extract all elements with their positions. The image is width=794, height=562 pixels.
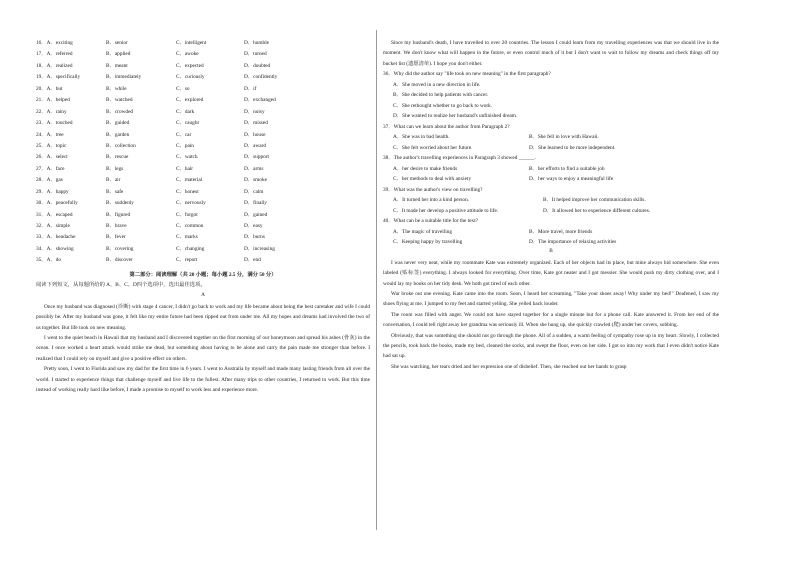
- cloze-option: C．watch: [176, 154, 198, 161]
- cloze-option: D．calm: [244, 188, 264, 195]
- cloze-option: B．fever: [106, 234, 126, 241]
- answer-option: A．her desire to make friends: [393, 165, 458, 172]
- passage-a-label: A: [201, 291, 205, 298]
- cloze-option-row: [36, 38, 370, 49]
- question-stem: 40．What can be a suitable title for the text?: [383, 218, 479, 225]
- answer-option: C．Keeping happy by travelling: [393, 239, 463, 246]
- cloze-option: C．awoke: [176, 51, 199, 58]
- answer-option: D．her ways to enjoy a meaningful life: [529, 176, 614, 183]
- cloze-option: B．meant: [106, 62, 128, 69]
- cloze-option: D．exchanged: [244, 97, 276, 104]
- cloze-option: C．dark: [176, 108, 195, 115]
- passage-paragraph: The room was filled with anger. We could not have stayed together for a single minute but for a phone call. Kate answered it. From her end of the conversation, I could tell right away her grandma was seriously ill. When she hung up, she quickly crawled (爬) under her covers, sobbing.: [383, 311, 719, 329]
- cloze-option: B．collection: [106, 142, 136, 149]
- cloze-option-row: [36, 164, 370, 175]
- cloze-option-row: [36, 255, 370, 266]
- answer-option: D．She wanted to realize her husband's unfinished dream.: [393, 113, 518, 120]
- cloze-option: D．burns: [244, 234, 265, 241]
- cloze-option: B．suddenly: [106, 200, 134, 207]
- cloze-option-row: [36, 187, 370, 198]
- answer-option-row: [383, 227, 719, 238]
- cloze-option: 18．A．realized: [36, 62, 73, 69]
- cloze-option: D．doubted: [244, 62, 271, 69]
- passage-paragraph: Once my husband was diagnosed (诊断) with stage 4 cancer, I didn't go back to work and my life became about being the best caretaker and wife I could possibly be. After my husband was gone, it felt like my entire future had been ripped out from under me. All my hopes and dreams had involved the two of us together. But life took on new meaning.: [36, 303, 370, 331]
- cloze-option-row: [36, 95, 370, 106]
- cloze-option: B．while: [106, 85, 127, 92]
- answer-option-row: [383, 132, 719, 143]
- cloze-option: C．hair: [176, 165, 194, 172]
- cloze-option: B．brave: [106, 223, 127, 229]
- questions-list: [383, 69, 719, 248]
- cloze-option: C．pain: [176, 142, 194, 149]
- cloze-option: D．award: [244, 142, 267, 149]
- answer-option: C．She rethought whether to go back to work.: [393, 102, 493, 109]
- passage-paragraph: Obviously, that was something she should not go through the phone. All of a sudden, a warm feeling of sympathy rose up in my heart. Slowly, I collected the pencils, took back the books, made my bed, cleaned the socks, and swept the floor, even on her side. I got so into my work that I even didn't notice Kate had sat up.: [383, 332, 719, 360]
- cloze-option: 27．A．face: [36, 165, 65, 172]
- answer-option: A．The magic of travelling: [393, 228, 452, 235]
- cloze-option: C．expected: [176, 62, 204, 69]
- cloze-option: 21．A．helped: [36, 97, 70, 104]
- cloze-option: C．nervously: [176, 200, 206, 207]
- cloze-option: C．car: [176, 131, 192, 138]
- answer-option: D．The importance of relaxing activities: [529, 239, 617, 246]
- cloze-option-row: [36, 49, 370, 60]
- cloze-option: C．material: [176, 177, 203, 184]
- passage-paragraph: Pretty soon, I went to Florida and saw my dad for the first time in 6 years. I went to Australia by myself and made many lasting friends from all over the world. I started to experience things that challenge myself and live life to the fullest. After many trips to other countries, I returned to work. But this time instead of working really hard like before, I made a promise to myself to work less and experience more.: [36, 366, 370, 393]
- cloze-option-row: [36, 84, 370, 95]
- cloze-option: 24．A．tree: [36, 131, 64, 138]
- cloze-option-row: [36, 61, 370, 72]
- passage-paragraph: I was never very neat, while my roommate Kate was extremely organized. Each of her objects had its place, but mine always hid somewhere. She even labeled (贴标签) everything. I always looked for everything. Over time, Kate got neater and I got messier. She would push my dirty clothing over, and I would lay my books on her tidy desk. We both got tired of each other.: [383, 259, 719, 287]
- cloze-option-row: [36, 118, 370, 129]
- cloze-option: D．smoke: [244, 177, 267, 184]
- question-stem: 39．What was the author's view on travelling?: [383, 186, 483, 193]
- cloze-option: D．easy: [244, 223, 263, 229]
- cloze-option-row: [36, 107, 370, 118]
- cloze-option: D．end: [244, 257, 261, 264]
- passage-a: [36, 302, 370, 396]
- cloze-option: 30．A．peacefully: [36, 200, 78, 207]
- column-divider: [376, 30, 377, 530]
- passage-b: [383, 258, 719, 372]
- answer-option-row: [383, 143, 719, 154]
- cloze-option-row: [36, 244, 370, 255]
- cloze-option: D．house: [244, 131, 266, 138]
- answer-option-row: [383, 195, 719, 206]
- cloze-option: D．confidently: [244, 74, 278, 81]
- cloze-option: D．turned: [244, 51, 267, 58]
- cloze-option: 34．A．showing: [36, 245, 74, 252]
- cloze-option: B．legs: [106, 165, 124, 172]
- cloze-option: B．air: [106, 177, 121, 184]
- cloze-option: 23．A．touched: [36, 120, 73, 127]
- cloze-option-row: [36, 152, 370, 163]
- cloze-option: 29．A．happy: [36, 188, 69, 195]
- cloze-option: B．watched: [106, 97, 133, 104]
- cloze-option: B．senior: [106, 40, 128, 46]
- cloze-option: 26．A．select: [36, 154, 68, 161]
- cloze-option-row: [36, 175, 370, 186]
- cloze-option-row: [36, 210, 370, 221]
- cloze-option: C．report: [176, 257, 198, 264]
- cloze-option: C．changing: [176, 245, 205, 252]
- cloze-option: B．crowded: [106, 108, 134, 115]
- cloze-option: B．applied: [106, 51, 131, 58]
- cloze-option: D．humble: [244, 40, 270, 46]
- cloze-options-list: [36, 38, 370, 267]
- cloze-option: D．missed: [244, 120, 268, 127]
- answer-option: A．She moved in a new direction in life.: [393, 81, 481, 88]
- answer-option: B．She fell in love with Hawaii.: [529, 134, 599, 141]
- cloze-option-row: [36, 221, 370, 232]
- cloze-option: B．garden: [106, 131, 130, 138]
- cloze-option-row: [36, 198, 370, 209]
- left-column: [36, 38, 370, 395]
- cloze-option: B．figured: [106, 211, 131, 218]
- passage-paragraph: She was watching, her tears dried and her expression one of disbelief. Then, she reached out her hands to grasp: [391, 363, 627, 370]
- answer-option: C．her methods to deal with anxiety: [393, 176, 472, 183]
- answer-option-row: [383, 206, 719, 217]
- question-stem: 38．The author's travelling experiences in Paragraph 3 showed ______.: [383, 155, 536, 162]
- cloze-option: B．guided: [106, 120, 130, 127]
- cloze-option: D．arms: [244, 165, 264, 172]
- cloze-option: C．intelligent: [176, 40, 207, 46]
- cloze-option: C．honest: [176, 188, 199, 195]
- cloze-option: D．noisy: [244, 108, 265, 115]
- cloze-option: 20．A．but: [36, 85, 63, 92]
- passage-paragraph: War broke out one evening. Kate came into the room. Soon, I heard her screaming, "Take your shoes away! Why under my bed!" Deafened, I saw my shoes flying at me. I jumped to my feet and started yelling. She yelled back louder.: [383, 290, 719, 308]
- section-title: 第二部分：阅读理解（共 20 小题；每小题 2.5 分，满分 50 分）: [129, 271, 277, 278]
- cloze-option: D．gained: [244, 211, 268, 218]
- cloze-option: B．rescue: [106, 154, 129, 161]
- cloze-option-row: [36, 232, 370, 243]
- cloze-option: 33．A．headache: [36, 234, 76, 241]
- cloze-option: C．marks: [176, 234, 198, 241]
- answer-option-row: [383, 237, 719, 248]
- answer-option: B．It helped improve her communication skills.: [543, 197, 646, 204]
- answer-option: B．She decided to help patients with cancer.: [393, 92, 489, 99]
- cloze-option: D．finally: [244, 200, 267, 207]
- cloze-option: D．increasing: [244, 245, 275, 252]
- cloze-option-row: [36, 141, 370, 152]
- cloze-option: C．common: [176, 223, 204, 229]
- answer-option: C．It made her develop a positive attitude to life.: [393, 207, 499, 214]
- answer-option-row: [383, 164, 719, 175]
- cloze-option-row: [36, 130, 370, 141]
- answer-option: A．She was in bad health.: [393, 134, 450, 141]
- question-stem: 36．Why did the author say "life took on new meaning" in the first paragraph?: [383, 71, 551, 78]
- answer-option-row: [383, 174, 719, 185]
- cloze-option: C．curiously: [176, 74, 205, 81]
- answer-option: B．her efforts to find a suitable job: [529, 165, 605, 172]
- cloze-option: 28．A．gas: [36, 177, 63, 184]
- cloze-option: 22．A．rainy: [36, 108, 67, 115]
- instruction: 阅读下列短文，从每题所给的 A、B、C、D四个选项中，选出最佳选项。: [36, 281, 206, 288]
- passage-a-final-paragraph: Since my husband's death, I have travelled to over 20 countries. The lesson I could learn from my travelling experiences was that we should live in the moment. We don't know what will happen in the future, or even control much of it but I don't want to wait to follow my dreams and check things off my bucket list (遗愿清单). I hope you don't either.: [383, 40, 719, 67]
- cloze-option: C．caught: [176, 120, 199, 127]
- answer-option: D．It allowed her to experience different cultures.: [543, 207, 651, 214]
- right-column: [383, 38, 719, 372]
- cloze-option: 16．A．exciting: [36, 40, 73, 46]
- cloze-option: 25．A．topic: [36, 142, 67, 149]
- cloze-option: D．support: [244, 154, 270, 161]
- cloze-option: C．so: [176, 85, 190, 92]
- cloze-option: 17．A．referred: [36, 51, 73, 58]
- cloze-option: 32．A．simple: [36, 223, 70, 229]
- cloze-option: 19．A．specifically: [36, 74, 81, 81]
- cloze-option: C．forgot: [176, 211, 198, 218]
- question-stem: 37．What can we learn about the author from Paragraph 2?: [383, 123, 510, 130]
- passage-b-label: B: [549, 247, 553, 254]
- cloze-option-row: [36, 72, 370, 83]
- cloze-option: B．safe: [106, 188, 124, 195]
- cloze-option: 31．A．escaped: [36, 211, 73, 218]
- cloze-option: B．immediately: [106, 74, 142, 81]
- answer-option: C．She felt worried about her future.: [393, 144, 473, 151]
- answer-option: A．It turned her into a kind person.: [393, 197, 470, 204]
- answer-option: D．She learned to be more independent.: [529, 144, 616, 151]
- cloze-option: C．explored: [176, 97, 204, 104]
- cloze-option: B．covering: [106, 245, 134, 252]
- cloze-option: 35．A．do: [36, 257, 62, 264]
- cloze-option: B．discover: [106, 257, 133, 264]
- passage-paragraph: I went to the quiet beach in Hawaii that my husband and I discovered together on the first morning of our honeymoon and spread his ashes (骨灰) in the ocean. I once worked a heart attack would strike me dead, but something about having to be alone and carry the pain made me stronger than before. I realized that I could rely on myself and give a positive effect on others.: [36, 334, 370, 362]
- answer-option: B．More travel, more friends: [529, 228, 593, 235]
- cloze-option: D．if: [244, 85, 257, 92]
